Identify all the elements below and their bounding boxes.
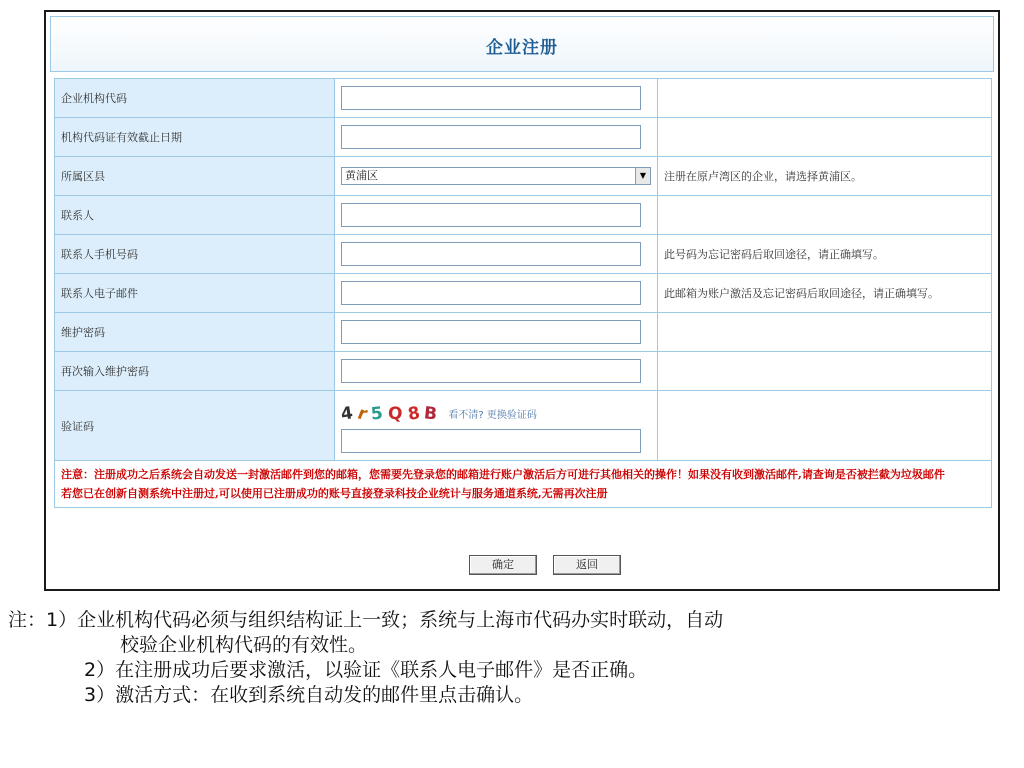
captcha-char: 8 [405,402,422,425]
form-row-org-code [55,79,992,118]
expiry-date-input[interactable] [341,125,641,149]
note-text: 在注册成功后要求激活，以验证《联系人电子邮件》是否正确。 [115,659,648,681]
captcha-char: Q [387,403,404,424]
registration-form [54,78,992,508]
password-confirm-label: 再次输入维护密码 [55,352,335,391]
captcha-char: 5 [370,402,385,425]
note-line [8,608,1018,633]
captcha-image [341,404,442,424]
captcha-char: 4 [339,402,355,425]
note-prefix: 注： [8,609,47,631]
contact-label: 联系人 [55,196,335,235]
note-line [8,658,1018,683]
note-number: 3） [84,684,116,706]
password-input[interactable] [341,320,641,344]
warnings-cell [55,461,992,508]
form-row-password-confirm [55,352,992,391]
captcha-input[interactable] [341,429,641,453]
note-text: 激活方式：在收到系统自动发的邮件里点击确认。 [115,684,534,706]
contact-input[interactable] [341,203,641,227]
note-number: 1） [46,609,78,631]
captcha-hint [658,391,992,461]
org-code-hint [658,79,992,118]
captcha-label: 验证码 [55,391,335,461]
note-line [8,633,1018,658]
form-row-password [55,313,992,352]
form-row-captcha [55,391,992,461]
form-row-contact [55,196,992,235]
captcha-area [341,399,651,429]
form-row-mobile [55,235,992,274]
activation-warning: 注意：注册成功之后系统会自动发送一封激活邮件到您的邮箱，您需要先登录您的邮箱进行账户激活后方可进行其他相关的操作！如果没有收到激活邮件,请查询是否被拦截为垃圾邮件 [61,468,945,481]
title-bar [50,16,994,72]
email-input[interactable] [341,281,641,305]
back-button[interactable]: 返回 [553,555,621,575]
form-row-warnings [55,461,992,508]
expiry-date-label: 机构代码证有效截止日期 [55,118,335,157]
password-label: 维护密码 [55,313,335,352]
district-select[interactable] [341,167,651,185]
notes-section [8,608,1018,708]
password-confirm-hint [658,352,992,391]
mobile-input[interactable] [341,242,641,266]
captcha-char: r [356,402,368,425]
confirm-button[interactable]: 确定 [469,555,537,575]
button-bar [54,539,992,583]
existing-account-warning: 若您已在创新自测系统中注册过,可以使用已注册成功的账号直接登录科技企业统计与服务通道系统,无需再次注册 [61,487,608,500]
registration-panel [44,10,1000,591]
page-title: 企业注册 [486,38,558,58]
refresh-captcha-link[interactable]: 看不清? 更换验证码 [448,410,537,421]
district-hint: 注册在原卢湾区的企业，请选择黄浦区。 [658,157,992,196]
expiry-date-hint [658,118,992,157]
email-hint: 此邮箱为账户激活及忘记密码后取回途径，请正确填写。 [658,274,992,313]
password-confirm-input[interactable] [341,359,641,383]
note-text: 校验企业机构代码的有效性。 [120,634,368,656]
dropdown-arrow-icon[interactable]: ▼ [635,168,650,184]
note-line [8,683,1018,708]
note-number: 2） [84,659,116,681]
org-code-input[interactable] [341,86,641,110]
note-text: 企业机构代码必须与组织结构证上一致；系统与上海市代码办实时联动，自动 [77,609,724,631]
form-row-expiry-date [55,118,992,157]
form-row-email [55,274,992,313]
contact-hint [658,196,992,235]
password-hint [658,313,992,352]
captcha-char: B [423,402,439,425]
mobile-label: 联系人手机号码 [55,235,335,274]
email-label: 联系人电子邮件 [55,274,335,313]
district-selected-value: 黄浦区 [345,169,378,182]
form-row-district [55,157,992,196]
org-code-label: 企业机构代码 [55,79,335,118]
mobile-hint: 此号码为忘记密码后取回途径，请正确填写。 [658,235,992,274]
district-label: 所属区县 [55,157,335,196]
